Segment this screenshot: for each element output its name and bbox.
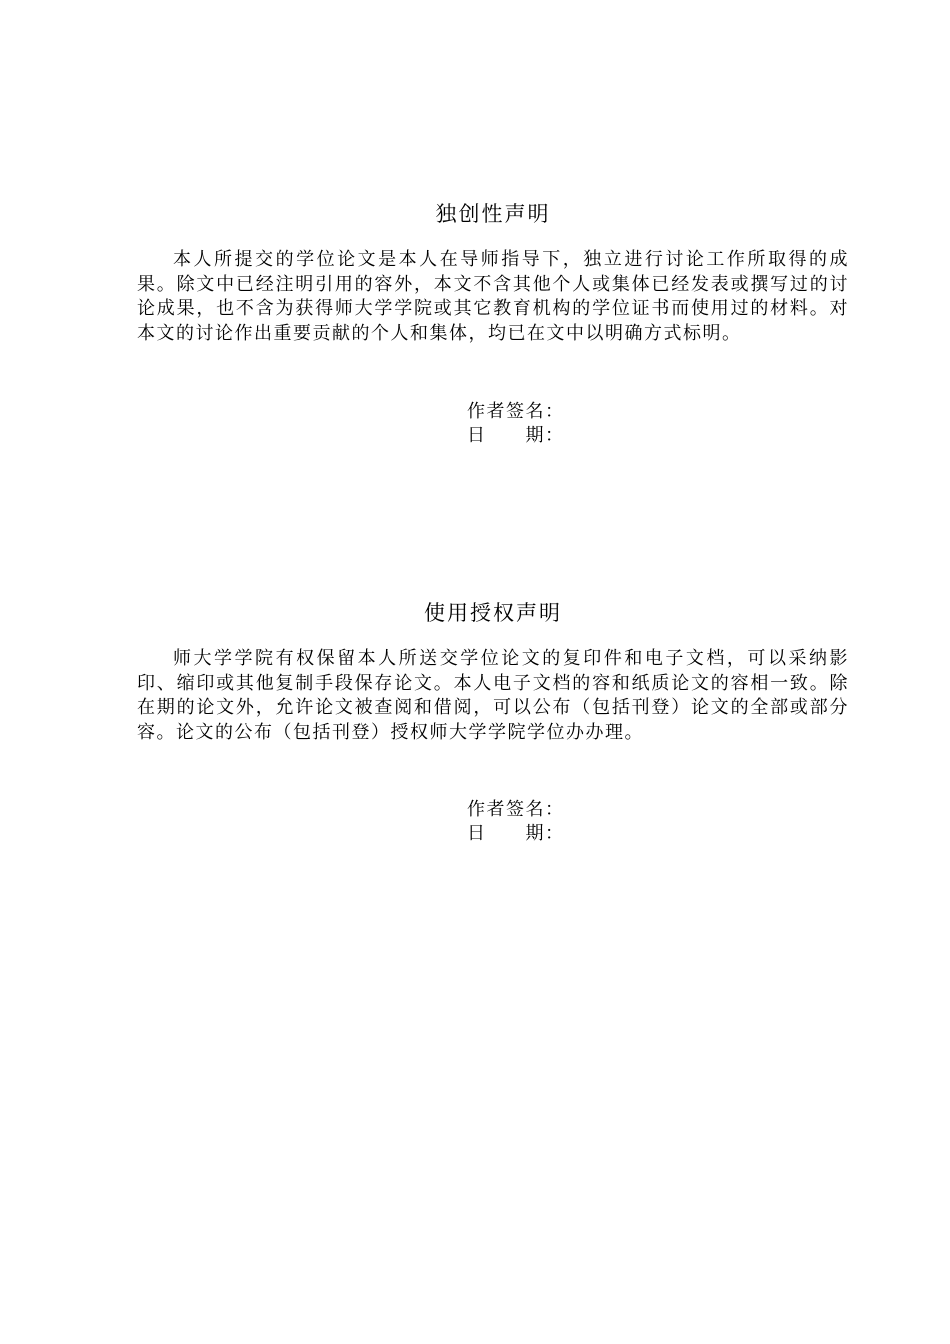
authorization-section xyxy=(137,597,849,745)
authorization-signature-block xyxy=(467,798,565,846)
authorization-author-signature-label: 作者签名： xyxy=(467,799,565,820)
authorization-title: 使用授权声明 xyxy=(424,601,562,625)
originality-body: 本人所提交的学位论文是本人在导师指导下，独立进行讨论工作所取得的成果。除文中已经注明引用的容外，本文不含其他个人或集体已经发表或撰写过的讨论成果，也不含为获得师大学学院或其它教育机构的学位证书而使用过的材料。对本文的讨论作出重要贡献的个人和集体，均已在文中以明确方式标明。 xyxy=(137,249,849,344)
originality-date-label: 日 期： xyxy=(467,425,565,446)
authorization-date-label: 日 期： xyxy=(467,823,565,844)
originality-section xyxy=(137,198,849,346)
authorization-body: 师大学学院有权保留本人所送交学位论文的复印件和电子文档，可以采纳影印、缩印或其他复制手段保存论文。本人电子文档的容和纸质论文的容相一致。除在期的论文外，允许论文被查阅和借阅，可以公布（包括刊登）论文的全部或部分容。论文的公布（包括刊登）授权师大学学院学位办办理。 xyxy=(137,648,849,743)
originality-author-signature-label: 作者签名： xyxy=(467,401,565,422)
originality-signature-block xyxy=(467,400,565,448)
originality-title: 独创性声明 xyxy=(435,202,551,226)
